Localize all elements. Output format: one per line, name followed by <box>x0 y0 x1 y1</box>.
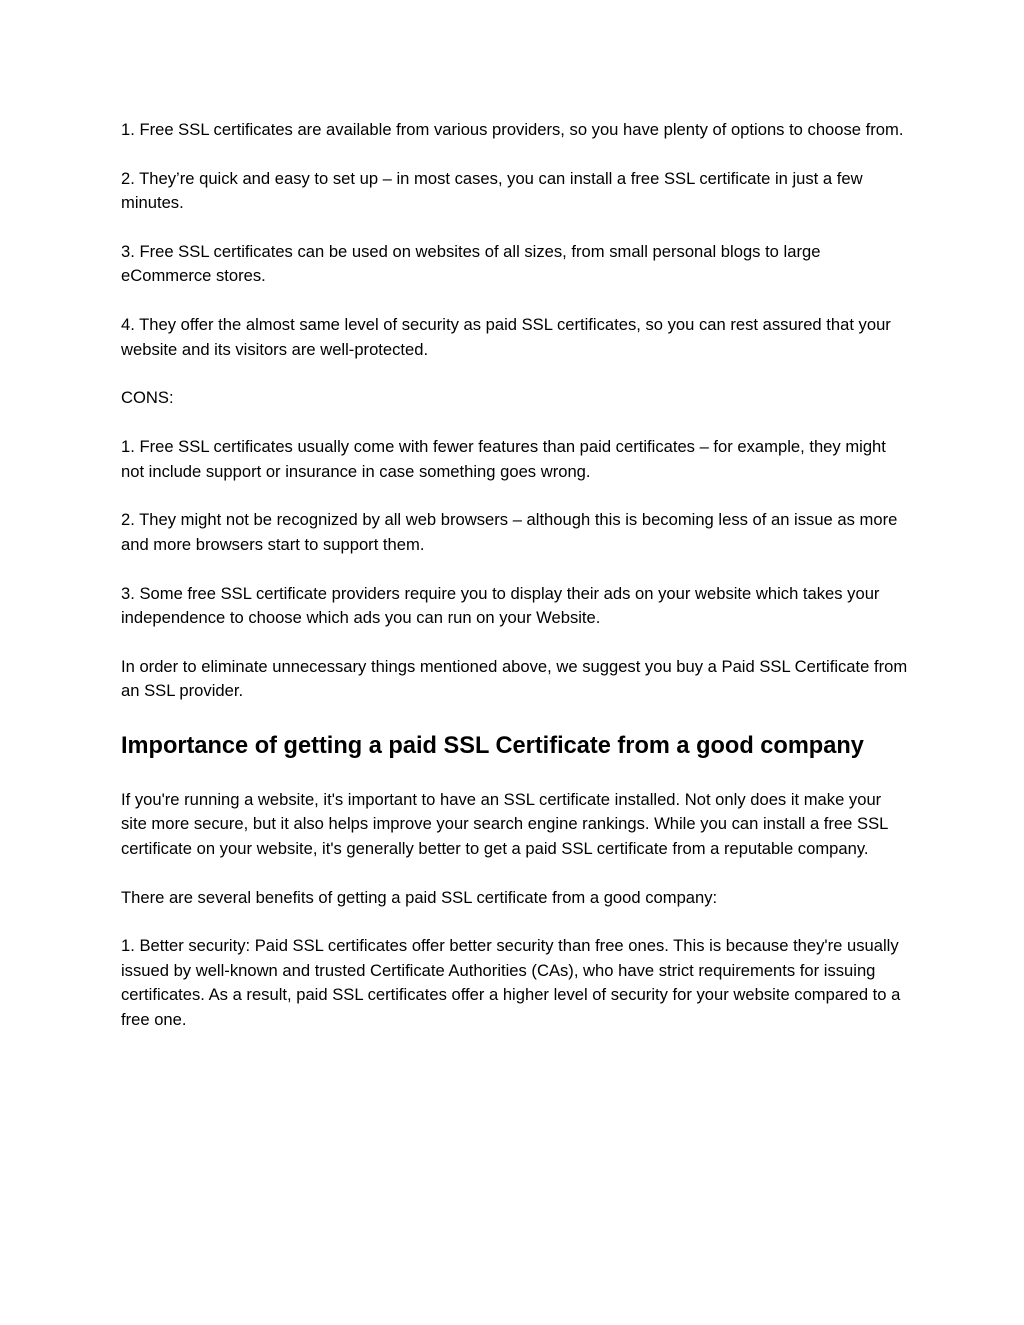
section-heading: Importance of getting a paid SSL Certificate from a good company <box>121 733 864 760</box>
intro-paragraph: If you're running a website, it's important to have an SSL certificate installed. Not only does it make your site more secure, but it also helps improve your search engine rankings. While you can install a free SSL certificate on your website, it's generally better to get a paid SSL certificate from a reputable company. <box>121 790 888 858</box>
pros-item-4: 4. They offer the almost same level of security as paid SSL certificates, so you can rest assured that your website and its visitors are well-protected. <box>121 315 891 359</box>
benefit-item-1: 1. Better security: Paid SSL certificates offer better security than free ones. This is because they're usually issued by well-known and trusted Certificate Authorities (CAs), who have strict requirements for issuing certificates. As a result, paid SSL certificates offer a higher level of security for your website compared to a free one. <box>121 936 901 1029</box>
cons-label: CONS: <box>121 388 174 408</box>
pros-item-1: 1. Free SSL certificates are available from various providers, so you have plenty of options to choose from. <box>121 120 904 139</box>
suggestion-paragraph: In order to eliminate unnecessary things mentioned above, we suggest you buy a Paid SSL Certificate from an SSL provider. <box>121 656 908 701</box>
benefits-lead: There are several benefits of getting a paid SSL certificate from a good company: <box>121 887 718 907</box>
document-page <box>121 118 911 1056</box>
pros-item-3: 3. Free SSL certificates can be used on websites of all sizes, from small personal blogs to large eCommerce stores. <box>121 242 821 286</box>
pros-item-2: 2. They’re quick and easy to set up – in most cases, you can install a free SSL certificate in just a few minutes. <box>121 168 863 213</box>
cons-item-2: 2. They might not be recognized by all web browsers – although this is becoming less of an issue as more and more browsers start to support them. <box>121 510 898 554</box>
cons-item-1: 1. Free SSL certificates usually come with fewer features than paid certificates – for example, they might not include support or insurance in case something goes wrong. <box>121 437 886 481</box>
cons-item-3: 3. Some free SSL certificate providers require you to display their ads on your website which takes your independence to choose which ads you can run on your Website. <box>121 583 880 628</box>
